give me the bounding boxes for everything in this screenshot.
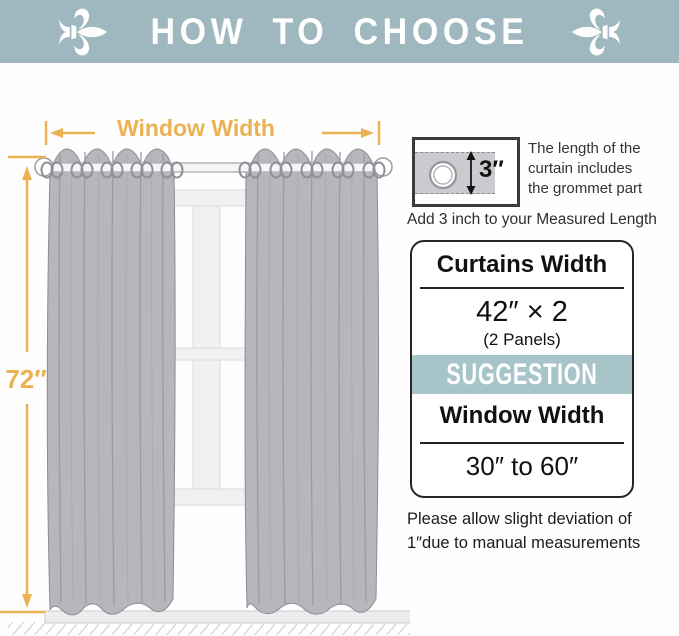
grommet-description-line: curtain includes: [528, 160, 633, 177]
window-width-arrow-right: [322, 121, 379, 145]
window-width-label: Window Width: [117, 115, 275, 141]
footnote-line: 1″due to manual measurements: [407, 534, 641, 552]
measure-arrow-icon: [465, 151, 477, 195]
page-title: HOW TO CHOOSE: [150, 10, 529, 52]
size-suggestion-box: [410, 240, 634, 498]
window-width-value: 30″ to 60″: [465, 451, 579, 481]
panels-note: (2 Panels): [483, 330, 561, 349]
fleur-de-lis-icon: [56, 6, 108, 58]
divider: [420, 442, 624, 444]
add-length-note: Add 3 inch to your Measured Length: [407, 211, 657, 228]
curtain-window-illustration: [0, 63, 410, 636]
grommet-description-line: the grommet part: [528, 180, 643, 197]
curtains-width-value: 42″ × 2: [476, 296, 568, 328]
rod-finial-left: [35, 158, 53, 176]
window-width-title: Window Width: [439, 402, 605, 429]
curtain-panel-right: [245, 149, 379, 614]
window-width-arrow-left: [46, 121, 95, 145]
header-banner: [0, 0, 679, 63]
suggestion-band: [412, 355, 632, 394]
deviation-footnote: [407, 507, 673, 555]
curtain-panel-left: [47, 149, 175, 615]
grommet-length-value: 3″: [479, 156, 504, 183]
divider: [420, 287, 624, 289]
fleur-de-lis-icon: [571, 6, 623, 58]
footnote-line: Please allow slight deviation of: [407, 510, 632, 528]
grommet-description: [528, 139, 678, 199]
illustration-canvas: [0, 63, 410, 636]
grommet-hole-icon: [425, 157, 461, 193]
curtain-height-label: 72″: [5, 364, 47, 394]
curtains-width-title: Curtains Width: [436, 251, 608, 278]
grommet-description-line: The length of the: [528, 140, 641, 157]
grommet-diagram: [412, 137, 520, 207]
suggestion-label: SUGGESTION: [446, 357, 598, 391]
